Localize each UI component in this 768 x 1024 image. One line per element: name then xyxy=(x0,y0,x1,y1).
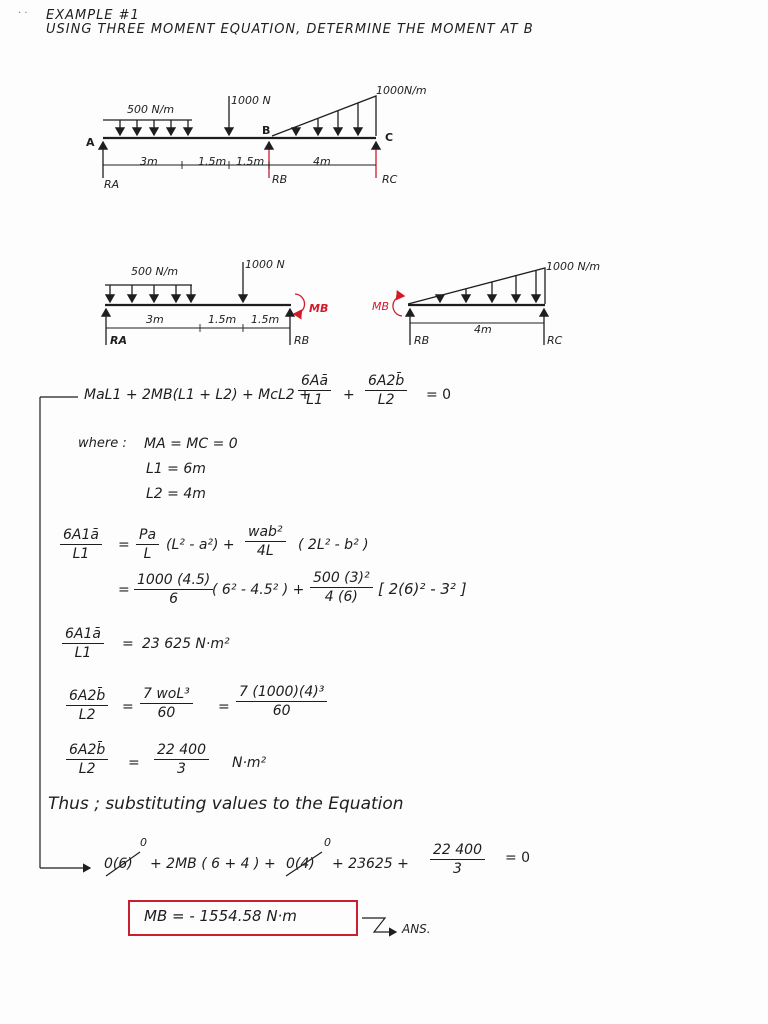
calc3-f2-fraction xyxy=(236,684,327,719)
calc1-f2-rest: ( 2L² - b² ) xyxy=(298,537,369,553)
left-udl-label: 500 N/m xyxy=(131,265,179,278)
result2-numerator: 22 400 xyxy=(154,742,209,760)
result2-lhs-denominator: L2 xyxy=(78,761,96,777)
node-a-label: A xyxy=(86,136,95,149)
page-title: EXAMPLE #1 xyxy=(46,8,140,23)
calc3-f1-denominator: 60 xyxy=(157,705,176,721)
sub-denominator: 3 xyxy=(453,861,462,877)
term1-numerator: 6Aā xyxy=(298,373,331,391)
calc3-lhs-denominator: L2 xyxy=(78,707,96,723)
node-b-label: B xyxy=(262,124,271,137)
three-moment-equation-lhs: MaL1 + 2MB(L1 + L2) + McL2 + xyxy=(84,387,311,403)
calc2-equals: = xyxy=(118,582,130,598)
reaction-rb-label: RB xyxy=(272,173,288,186)
point-load-label: 1000 N xyxy=(231,94,271,107)
left-dim-1-5m-b: 1.5m xyxy=(251,313,280,326)
thus-statement: Thus ; substituting values to the Equation xyxy=(48,794,404,814)
left-reaction-rb: RB xyxy=(294,334,310,347)
calc2-f1-denominator: 6 xyxy=(169,591,179,607)
where-l1: L1 = 6m xyxy=(146,461,206,477)
calc3-f1-numerator: 7 woL³ xyxy=(140,686,193,704)
calc1-f1-denominator: L xyxy=(143,546,152,562)
calc2-f1-rest: ( 6² - 4.5² ) + xyxy=(212,582,305,598)
left-point-load-label: 1000 N xyxy=(245,258,285,271)
calc3-f1-fraction xyxy=(140,686,193,721)
calc3-lhs-numerator: 6A2b̄ xyxy=(66,688,108,706)
calc2-f2-denominator: 4 (6) xyxy=(324,589,358,605)
where-l2: L2 = 4m xyxy=(146,486,206,502)
calc1-lhs-denominator: L1 xyxy=(72,546,90,562)
udl-label: 500 N/m xyxy=(127,103,175,116)
left-moment-label: MB xyxy=(309,302,329,315)
result1-lhs-numerator: 6A1ā xyxy=(62,626,104,644)
term1-fraction xyxy=(298,373,331,408)
sub-numerator: 22 400 xyxy=(430,842,485,860)
calc1-lhs-fraction xyxy=(60,527,102,562)
equation-plus: + xyxy=(343,387,355,403)
result2-unit: N·m² xyxy=(232,755,267,771)
term2-numerator: 6A2b̄ xyxy=(365,373,407,391)
result1-equals: = xyxy=(122,636,134,652)
calc2-f1-numerator: 1000 (4.5) xyxy=(134,572,213,590)
right-reaction-rc: RC xyxy=(547,334,563,347)
problem-instruction: USING THREE MOMENT EQUATION, DETERMINE THE MOMENT AT B xyxy=(46,22,534,37)
sub-zero-c: 0 xyxy=(324,836,331,849)
calc1-f1-fraction xyxy=(136,527,159,562)
result2-equals: = xyxy=(128,755,140,771)
sub-rest: + 23625 + xyxy=(332,856,409,872)
calc3-f2-denominator: 60 xyxy=(272,703,291,719)
where-ma-mc: MA = MC = 0 xyxy=(144,436,238,452)
dim-1-5m-b: 1.5m xyxy=(236,155,265,168)
calc1-lhs-numerator: 6A1ā xyxy=(60,527,102,545)
sub-fraction xyxy=(430,842,485,877)
result2-lhs-fraction xyxy=(66,742,108,777)
answer-value: MB = - 1554.58 N·m xyxy=(144,907,297,925)
calc1-f2-denominator: 4L xyxy=(256,543,274,559)
calc3-equals-2: = xyxy=(218,699,230,715)
right-load-label: 1000 N/m xyxy=(546,260,601,273)
term2-denominator: L2 xyxy=(377,392,395,408)
reaction-ra-label: RA xyxy=(104,178,120,191)
where-label: where : xyxy=(78,436,127,451)
sub-term-a: 0(6) xyxy=(104,856,133,872)
calc1-f2-numerator: wab² xyxy=(245,524,286,542)
sub-middle: + 2MB ( 6 + 4 ) + xyxy=(150,856,276,872)
calc2-f1-fraction xyxy=(134,572,213,607)
right-reaction-rb: RB xyxy=(414,334,430,347)
right-dim-4m: 4m xyxy=(474,323,492,336)
left-dim-3m: 3m xyxy=(146,313,164,326)
margin-dots: · · xyxy=(18,8,28,19)
sub-rhs: = 0 xyxy=(505,850,531,866)
calc1-f1-rest: (L² - a²) + xyxy=(166,537,235,553)
result1-lhs-fraction xyxy=(62,626,104,661)
sub-zero-a: 0 xyxy=(140,836,147,849)
result2-fraction xyxy=(154,742,209,777)
left-reaction-ra: RA xyxy=(110,334,127,347)
calc2-f2-fraction xyxy=(310,570,373,605)
calc1-f2-fraction xyxy=(245,524,286,559)
reaction-rc-label: RC xyxy=(382,173,398,186)
term2-fraction xyxy=(365,373,407,408)
dim-4m: 4m xyxy=(313,155,331,168)
dim-3m: 3m xyxy=(140,155,158,168)
triangular-load-label: 1000N/m xyxy=(376,84,427,97)
dim-1-5m-a: 1.5m xyxy=(198,155,227,168)
node-c-label: C xyxy=(385,131,394,144)
answer-tag: ANS. xyxy=(402,922,431,936)
result1-value: 23 625 N·m² xyxy=(142,636,230,652)
result2-lhs-numerator: 6A2b̄ xyxy=(66,742,108,760)
calc2-f2-numerator: 500 (3)² xyxy=(310,570,373,588)
result1-lhs-denominator: L1 xyxy=(74,645,92,661)
calc3-lhs-fraction xyxy=(66,688,108,723)
calc1-f1-numerator: Pa xyxy=(136,527,159,545)
right-moment-label: MB xyxy=(372,300,390,313)
left-dim-1-5m-a: 1.5m xyxy=(208,313,237,326)
equation-rhs: = 0 xyxy=(426,387,452,403)
calc1-equals: = xyxy=(118,537,130,553)
sub-term-c: 0(4) xyxy=(286,856,315,872)
calc2-f2-rest: [ 2(6)² - 3² ] xyxy=(378,580,467,598)
equation-bracket xyxy=(40,397,396,932)
result2-denominator: 3 xyxy=(177,761,186,777)
calc3-f2-numerator: 7 (1000)(4)³ xyxy=(236,684,327,702)
term1-denominator: L1 xyxy=(306,392,323,408)
calc3-equals: = xyxy=(122,699,134,715)
